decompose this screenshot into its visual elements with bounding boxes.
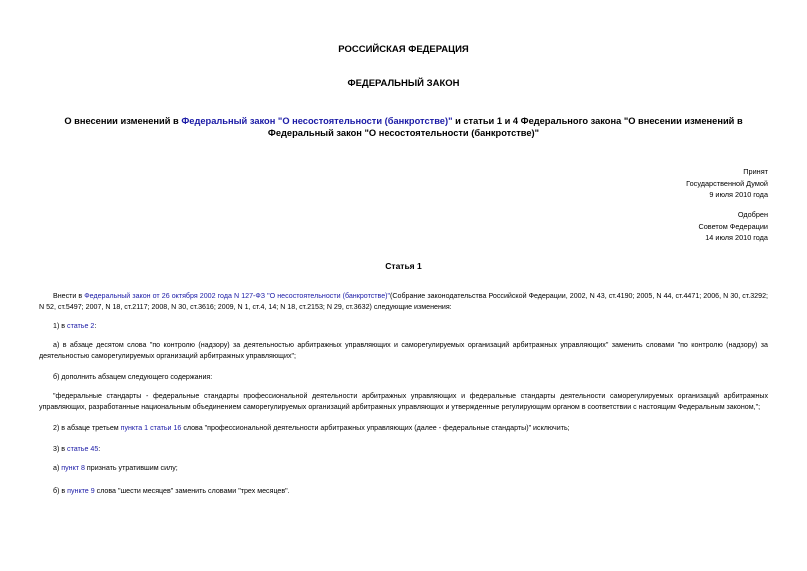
country-heading: РОССИЙСКАЯ ФЕДЕРАЦИЯ bbox=[338, 44, 469, 55]
item3b-suffix: слова "шести месяцев" заменить словами "трех месяцев". bbox=[94, 487, 290, 495]
item-3b-paragraph bbox=[39, 486, 768, 497]
item3-prefix: 3) в bbox=[53, 445, 68, 453]
item3b-link[interactable]: пункте 9 bbox=[67, 487, 95, 495]
item-1b-paragraph: б) дополнить абзацем следующего содержания: bbox=[53, 373, 213, 381]
adoption-block bbox=[686, 166, 768, 201]
title-law-link[interactable]: Федеральный закон "О несостоятельности (банкротстве)" bbox=[181, 116, 453, 126]
item1-link[interactable]: статье 2 bbox=[67, 322, 95, 330]
adopted-line-3: 9 июля 2010 года bbox=[709, 190, 768, 199]
law-title bbox=[0, 115, 807, 139]
approval-block bbox=[698, 209, 768, 244]
item-3a-paragraph bbox=[39, 463, 768, 474]
item-3-paragraph bbox=[39, 444, 768, 455]
item3-link[interactable]: статье 45 bbox=[67, 445, 99, 453]
item3a-suffix: признать утратившим силу; bbox=[84, 464, 178, 472]
article-intro-paragraph bbox=[39, 291, 768, 312]
intro-prefix: Внести в bbox=[53, 292, 85, 300]
item3a-prefix: а) bbox=[53, 464, 62, 472]
approved-line-2: Советом Федерации bbox=[698, 221, 768, 231]
adopted-line-2: Государственной Думой bbox=[686, 178, 768, 188]
approved-line-3: 14 июля 2010 года bbox=[705, 233, 768, 242]
title-prefix: О внесении изменений в bbox=[64, 116, 182, 126]
intro-law-link[interactable]: Федеральный закон от 26 октября 2002 года N 127-ФЗ "О несостоятельности (банкротстве)" bbox=[84, 292, 391, 300]
approved-line-1: Одобрен bbox=[737, 210, 768, 219]
item-1a-paragraph: а) в абзаце десятом слова "по контролю (надзору) за деятельностью арбитражных управляющих и саморегулируемых организаций арбитражных управляющих" заменить словами "по контролю (надзору) за деятельностью саморегулируемых организаций арбитражных управляющих"; bbox=[39, 341, 768, 360]
item2-suffix: слова "профессиональной деятельности арбитражных управляющих (далее - федеральные стандарты)" исключить; bbox=[181, 424, 570, 432]
item2-link[interactable]: пункта 1 статьи 16 bbox=[120, 424, 182, 432]
item3a-link[interactable]: пункт 8 bbox=[61, 464, 85, 472]
item3-suffix: : bbox=[98, 445, 101, 453]
adopted-line-1: Принят bbox=[743, 167, 768, 176]
intro-suffix: (Собрание законодательства Российской Федерации, 2002, N 43, ст.4190; 2005, N 44, ст.4471; 2006, N 30, ст.3292; N 52, ст.5497; 2007, N 18, ст.2117; 2008, N 30, ст.3616; 2009, N 1, ст.4, 14; N 18, ст.2153; N 29, ст.3632) следующие изменения: bbox=[39, 292, 768, 311]
item1-suffix: : bbox=[94, 322, 97, 330]
article-heading: Статья 1 bbox=[385, 261, 422, 271]
title-suffix: и статьи 1 и 4 Федерального закона "О внесении изменений в Федеральный закон "О несостоятельности (банкротстве)" bbox=[267, 116, 743, 138]
item2-prefix: 2) в абзаце третьем bbox=[53, 424, 121, 432]
item-1b-quote-paragraph: "федеральные стандарты - федеральные стандарты профессиональной деятельности арбитражных управляющих и федеральные стандарты деятельности саморегулируемых организаций арбитражных управляющих, разработанные национальным объединением саморегулируемых организаций арбитражных управляющих и утвержденные регулирующим органом в соответствии с настоящим Федеральным законом,"; bbox=[39, 392, 768, 411]
item1-prefix: 1) в bbox=[53, 322, 68, 330]
item3b-prefix: б) в bbox=[53, 487, 68, 495]
item-1-paragraph bbox=[39, 321, 768, 332]
item-2-paragraph bbox=[39, 423, 768, 434]
doc-type-heading: ФЕДЕРАЛЬНЫЙ ЗАКОН bbox=[347, 78, 460, 89]
